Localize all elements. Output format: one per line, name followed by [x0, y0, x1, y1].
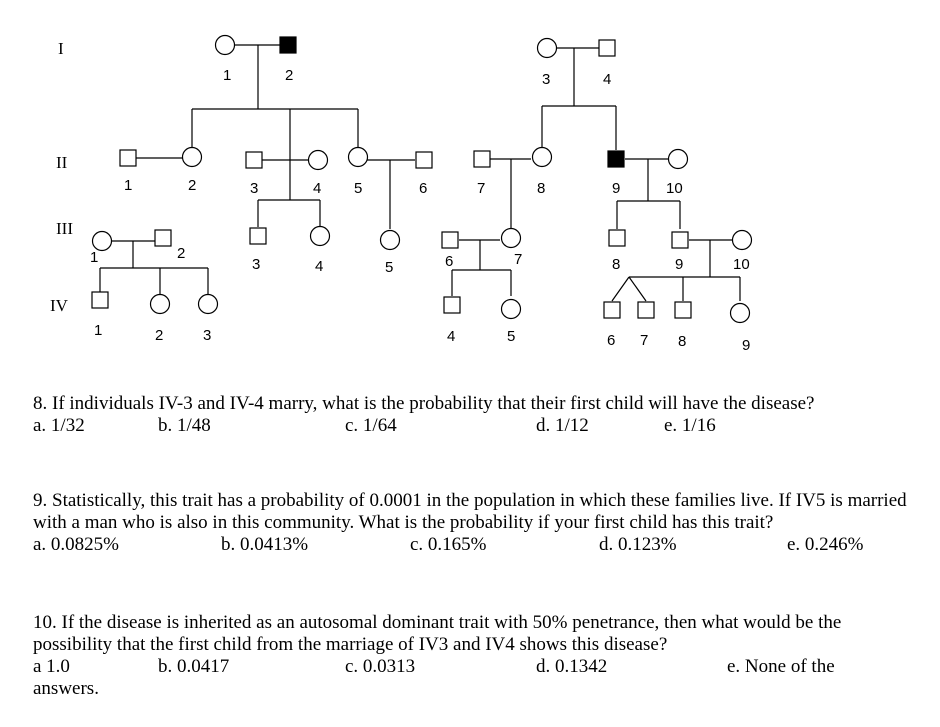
unaffected-male-symbol [246, 152, 262, 168]
option-a[interactable]: a 1.0 [33, 656, 70, 677]
affected-male-symbol [608, 151, 624, 167]
individual-number: 5 [354, 180, 363, 197]
pedigree-connector-lines [100, 45, 740, 301]
individual-ii-10 [666, 150, 688, 198]
individual-number: 2 [285, 67, 294, 84]
unaffected-male-symbol [474, 151, 490, 167]
individual-number: 4 [315, 258, 324, 275]
unaffected-female-symbol [349, 148, 368, 167]
unaffected-male-symbol [675, 302, 691, 318]
individual-number: 8 [612, 256, 621, 273]
individual-number: 7 [477, 180, 486, 197]
individual-number: 5 [507, 328, 516, 345]
individual-number: 9 [742, 337, 751, 354]
unaffected-female-symbol [733, 231, 752, 250]
generation-label: IV [50, 296, 68, 315]
individual-number: 4 [603, 71, 612, 88]
individual-number: 5 [385, 259, 394, 276]
option-b[interactable]: b. 0.0417 [158, 656, 230, 677]
individual-number: 1 [94, 322, 103, 339]
individual-iv-4 [444, 297, 460, 345]
unaffected-female-symbol [151, 295, 170, 314]
unaffected-female-symbol [216, 36, 235, 55]
unaffected-female-symbol [669, 150, 688, 169]
individual-iii-6 [442, 232, 458, 270]
individual-iii-4 [311, 227, 330, 276]
unaffected-male-symbol [442, 232, 458, 248]
option-c[interactable]: c. 0.165% [410, 534, 487, 555]
unaffected-female-symbol [502, 229, 521, 248]
answer-options [33, 534, 913, 556]
individual-ii-1 [120, 150, 136, 194]
individual-ii-6 [416, 152, 432, 197]
individual-number: 3 [250, 180, 259, 197]
individual-iv-3 [199, 295, 218, 345]
individual-ii-9 [608, 151, 624, 197]
unaffected-male-symbol [672, 232, 688, 248]
option-d[interactable]: d. 0.1342 [536, 656, 608, 677]
individual-number: 10 [666, 180, 683, 197]
individual-number: 8 [537, 180, 546, 197]
individual-iii-10 [733, 231, 752, 274]
option-b[interactable]: b. 0.0413% [221, 534, 309, 555]
question-9 [33, 490, 913, 556]
question-text: 8. If individuals IV-3 and IV-4 marry, what is the probability that their first child will have the disease? [33, 393, 815, 414]
individual-iii-2 [155, 230, 185, 262]
question-10 [33, 612, 913, 700]
option-c[interactable]: c. 0.0313 [345, 656, 416, 677]
individual-i-3 [538, 39, 557, 89]
individual-ii-3 [246, 152, 262, 197]
individual-number: 3 [203, 327, 212, 344]
individual-iv-6 [604, 302, 620, 349]
individual-iv-5 [502, 300, 521, 346]
unaffected-male-symbol [599, 40, 615, 56]
individual-number: 7 [640, 332, 649, 349]
option-e[interactable]: e. 1/16 [664, 415, 716, 436]
individual-iii-1 [90, 232, 112, 267]
option-e[interactable]: e. None of the [727, 656, 835, 677]
unaffected-male-symbol [638, 302, 654, 318]
generation-label: II [56, 153, 68, 172]
unaffected-male-symbol [604, 302, 620, 318]
unaffected-female-symbol [731, 304, 750, 323]
unaffected-male-symbol [444, 297, 460, 313]
affected-male-symbol [280, 37, 296, 53]
unaffected-female-symbol [533, 148, 552, 167]
unaffected-female-symbol [538, 39, 557, 58]
individual-iii-9 [672, 232, 688, 273]
individual-number: 2 [188, 177, 197, 194]
unaffected-female-symbol [309, 151, 328, 170]
unaffected-female-symbol [199, 295, 218, 314]
individual-ii-2 [183, 148, 202, 195]
individual-iii-7 [502, 229, 523, 269]
individual-number: 1 [90, 249, 99, 266]
individual-number: 6 [607, 332, 616, 349]
individual-number: 1 [223, 67, 232, 84]
generation-label: I [58, 39, 64, 58]
individual-iv-2 [151, 295, 170, 345]
individual-iv-8 [675, 302, 691, 350]
unaffected-female-symbol [93, 232, 112, 251]
individual-i-4 [599, 40, 615, 88]
individual-number: 4 [447, 328, 456, 345]
unaffected-male-symbol [250, 228, 266, 244]
individual-number: 3 [252, 256, 261, 273]
individual-iii-5 [381, 231, 400, 277]
unaffected-male-symbol [416, 152, 432, 168]
individual-ii-7 [474, 151, 490, 197]
generation-label: III [56, 219, 73, 238]
unaffected-female-symbol [502, 300, 521, 319]
individual-ii-4 [309, 151, 328, 198]
unaffected-female-symbol [311, 227, 330, 246]
individual-i-2 [280, 37, 296, 84]
individual-iv-9 [731, 304, 751, 355]
individual-number: 9 [612, 180, 621, 197]
individual-number: 2 [155, 327, 164, 344]
option-c[interactable]: c. 1/64 [345, 415, 397, 436]
answer-options [33, 415, 913, 437]
individual-ii-5 [349, 148, 368, 198]
question-text: 10. If the disease is inherited as an autosomal dominant trait with 50% penetrance, then what would be the possibility that the first child from the marriage of IV3 and IV4 shows this disease? [33, 612, 842, 655]
question-8 [33, 393, 913, 437]
option-b[interactable]: b. 1/48 [158, 415, 211, 436]
option-d[interactable]: d. 0.123% [599, 534, 677, 555]
option-a[interactable]: a. 1/32 [33, 415, 85, 436]
individual-number: 10 [733, 256, 750, 273]
option-e-continuation: answers. [33, 678, 99, 699]
individual-i-1 [216, 36, 235, 85]
individual-iii-8 [609, 230, 625, 273]
question-text: 9. Statistically, this trait has a probability of 0.0001 in the population in which these families live. If IV5 is married with a man who is also in this community. What is the probability if your first child has this trait? [33, 490, 907, 533]
individual-number: 8 [678, 333, 687, 350]
unaffected-male-symbol [92, 292, 108, 308]
individual-number: 7 [514, 251, 523, 268]
option-a[interactable]: a. 0.0825% [33, 534, 120, 555]
option-d[interactable]: d. 1/12 [536, 415, 589, 436]
option-e[interactable]: e. 0.246% [787, 534, 864, 555]
individual-ii-8 [533, 148, 552, 198]
individual-number: 4 [313, 180, 322, 197]
individual-number: 3 [542, 71, 551, 88]
unaffected-female-symbol [381, 231, 400, 250]
individual-iv-7 [638, 302, 654, 349]
unaffected-female-symbol [183, 148, 202, 167]
individual-number: 6 [419, 180, 428, 197]
unaffected-male-symbol [155, 230, 171, 246]
individual-number: 2 [177, 245, 186, 262]
individual-iv-1 [92, 292, 108, 339]
individual-number: 1 [124, 177, 133, 194]
answer-options [33, 656, 913, 678]
individual-number: 9 [675, 256, 684, 273]
unaffected-male-symbol [120, 150, 136, 166]
unaffected-male-symbol [609, 230, 625, 246]
individual-number: 6 [445, 253, 454, 270]
individual-iii-3 [250, 228, 266, 273]
